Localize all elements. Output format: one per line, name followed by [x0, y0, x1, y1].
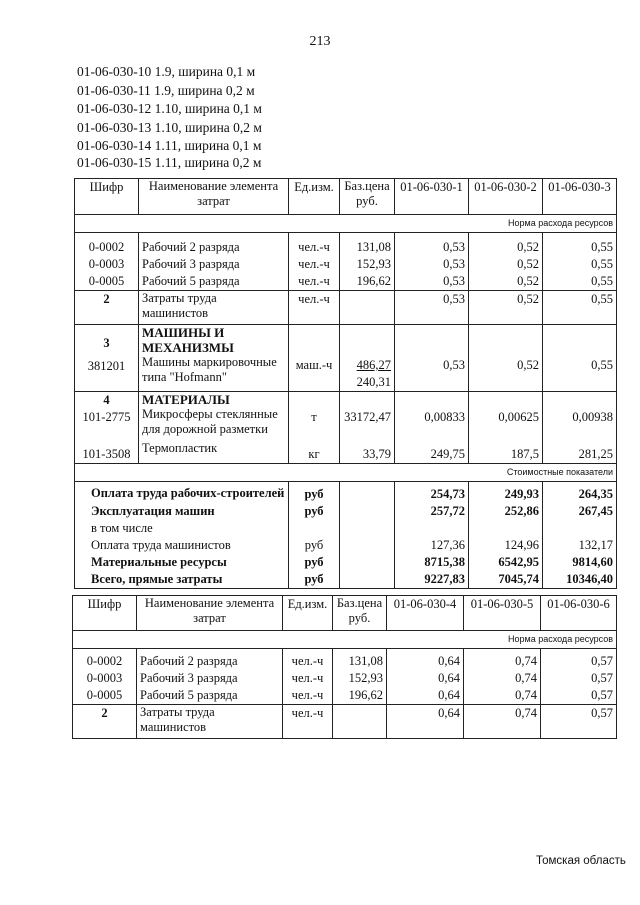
- row-value: 0,00938: [572, 410, 613, 424]
- row-name: Машины маркировочные типа "Hofmann": [142, 355, 277, 384]
- table-row: [73, 687, 617, 705]
- summary-value: 267,45: [543, 503, 617, 520]
- summary-name: Оплата труда рабочих-строителей: [75, 482, 289, 504]
- summary-row: [75, 520, 617, 537]
- row-value: 0,55: [543, 233, 617, 257]
- row-value: 0,74: [464, 670, 541, 687]
- row-price: 33,79: [362, 447, 391, 461]
- table-row: [75, 273, 617, 291]
- code-line: 01-06-030-13 1.10, ширина 0,2 м: [77, 120, 262, 135]
- row-value: 0,64: [387, 670, 464, 687]
- row-value: 0,00625: [498, 410, 539, 424]
- row-price: 131,08: [340, 233, 395, 257]
- row-code: 0-0003: [73, 670, 137, 687]
- row-price-secondary: 240,31: [356, 375, 391, 389]
- summary-value: 264,35: [543, 482, 617, 504]
- header-cell: Ед.изм.: [289, 179, 340, 215]
- row-price: 152,93: [340, 256, 395, 273]
- header-cell: 01-06-030-4: [387, 596, 464, 631]
- header-cell: 01-06-030-3: [543, 179, 617, 215]
- row-name: Рабочий 5 разряда: [137, 687, 283, 705]
- section-number: 3: [103, 336, 110, 350]
- machinist-labor-row: [75, 291, 617, 325]
- row-value: 0,52: [469, 256, 543, 273]
- row-value: 249,75: [430, 447, 465, 461]
- summary-name: Всего, прямые затраты: [75, 571, 289, 589]
- summary-unit: руб: [289, 537, 340, 554]
- summary-value: 9814,60: [543, 554, 617, 571]
- table-row: [75, 233, 617, 257]
- summary-value: 124,96: [469, 537, 543, 554]
- table-row: [73, 670, 617, 687]
- resource-table-2: [72, 595, 617, 739]
- machinist-labor-row: [73, 705, 617, 739]
- row-name: Затраты труда машинистов: [137, 705, 283, 739]
- summary-value: 132,17: [543, 537, 617, 554]
- row-code: 101-2775: [82, 410, 131, 424]
- row-name: Рабочий 3 разряда: [139, 256, 289, 273]
- row-value: 0,55: [543, 291, 617, 325]
- row-unit: чел.-ч: [283, 649, 333, 671]
- row-code: 0-0002: [73, 649, 137, 671]
- row-value: 0,55: [591, 358, 613, 372]
- row-price: [340, 291, 395, 325]
- row-value: 0,53: [395, 273, 469, 291]
- row-value: 0,53: [443, 358, 465, 372]
- row-unit: кг: [308, 447, 320, 461]
- row-name: Рабочий 2 разряда: [139, 233, 289, 257]
- norm-caption: Норма расхода ресурсов: [73, 631, 617, 649]
- summary-value: 254,73: [395, 482, 469, 504]
- row-value: 0,00833: [424, 410, 465, 424]
- summary-value: 252,86: [469, 503, 543, 520]
- row-unit: чел.-ч: [289, 256, 340, 273]
- code-line: 01-06-030-14 1.11, ширина 0,1 м: [77, 138, 262, 153]
- summary-name: Материальные ресурсы: [75, 554, 289, 571]
- row-price: 131,08: [333, 649, 387, 671]
- row-value: 0,53: [395, 256, 469, 273]
- row-code: 2: [73, 705, 137, 739]
- materials-row: [75, 392, 617, 464]
- row-name: Термопластик: [142, 441, 218, 455]
- row-value: 0,57: [541, 670, 617, 687]
- norm-caption: Норма расхода ресурсов: [75, 215, 617, 233]
- row-value: 0,52: [469, 291, 543, 325]
- header-cell: Шифр: [73, 596, 137, 631]
- row-code: 101-3508: [82, 447, 131, 461]
- row-value: 0,74: [464, 705, 541, 739]
- row-value: 0,53: [395, 233, 469, 257]
- row-value: 0,53: [395, 291, 469, 325]
- row-value: 0,52: [469, 273, 543, 291]
- row-price: 486,27: [356, 358, 391, 372]
- row-unit: чел.-ч: [289, 273, 340, 291]
- region-footer: Томская область: [536, 855, 626, 867]
- row-value: 0,74: [464, 687, 541, 705]
- row-value: 0,52: [469, 233, 543, 257]
- summary-value: 8715,38: [395, 554, 469, 571]
- header-cell: 01-06-030-6: [541, 596, 617, 631]
- row-code: 0-0002: [75, 233, 139, 257]
- summary-row: [75, 571, 617, 589]
- row-value: 0,57: [541, 687, 617, 705]
- code-line: 01-06-030-15 1.11, ширина 0,2 м: [77, 155, 262, 170]
- summary-value: 127,36: [395, 537, 469, 554]
- row-unit: маш.-ч: [295, 358, 333, 372]
- row-unit: т: [311, 410, 317, 424]
- section-title: МАШИНЫ И МЕХАНИЗМЫ: [142, 325, 234, 355]
- row-price: 196,62: [333, 687, 387, 705]
- code-line: 01-06-030-10 1.9, ширина 0,1 м: [77, 64, 256, 79]
- row-unit: чел.-ч: [289, 291, 340, 325]
- row-price: 33172,47: [344, 410, 391, 424]
- summary-value: 9227,83: [395, 571, 469, 589]
- row-name: Рабочий 3 разряда: [137, 670, 283, 687]
- table-header-row: [73, 596, 617, 631]
- header-cell: 01-06-030-1: [395, 179, 469, 215]
- row-code: 0-0003: [75, 256, 139, 273]
- section-number: 4: [103, 393, 110, 407]
- summary-value: 6542,95: [469, 554, 543, 571]
- header-cell: 01-06-030-5: [464, 596, 541, 631]
- header-cell: Баз.цена руб.: [333, 596, 387, 631]
- row-price: [333, 705, 387, 739]
- row-value: 0,52: [517, 358, 539, 372]
- summary-unit: руб: [289, 503, 340, 520]
- table-row: [73, 649, 617, 671]
- summary-unit: руб: [289, 571, 340, 589]
- summary-unit: руб: [289, 482, 340, 504]
- row-value: 0,64: [387, 687, 464, 705]
- summary-value: 10346,40: [543, 571, 617, 589]
- page-number: 213: [309, 34, 331, 49]
- code-line: 01-06-030-12 1.10, ширина 0,1 м: [77, 101, 262, 116]
- norm-caption-row: [73, 631, 617, 649]
- summary-row: [75, 482, 617, 504]
- row-value: 0,64: [387, 705, 464, 739]
- summary-value: 257,72: [395, 503, 469, 520]
- row-code: 0-0005: [75, 273, 139, 291]
- summary-name: Эксплуатация машин: [75, 503, 289, 520]
- row-value: 281,25: [578, 447, 613, 461]
- header-cell: Баз.цена руб.: [340, 179, 395, 215]
- row-value: 0,55: [543, 256, 617, 273]
- row-unit: чел.-ч: [283, 670, 333, 687]
- summary-row: [75, 503, 617, 520]
- row-name: Затраты труда машинистов: [139, 291, 289, 325]
- table-row: [75, 256, 617, 273]
- header-cell: Наименование элемента затрат: [139, 179, 289, 215]
- row-price: 152,93: [333, 670, 387, 687]
- table-header-row: [75, 179, 617, 215]
- row-unit: чел.-ч: [289, 233, 340, 257]
- cost-caption-row: [75, 464, 617, 482]
- header-cell: Ед.изм.: [283, 596, 333, 631]
- summary-row: [75, 537, 617, 554]
- row-code: 0-0005: [73, 687, 137, 705]
- header-cell: 01-06-030-2: [469, 179, 543, 215]
- header-cell: Шифр: [75, 179, 139, 215]
- machines-row: [75, 325, 617, 392]
- row-value: 187,5: [510, 447, 539, 461]
- row-value: 0,74: [464, 649, 541, 671]
- row-name: Микросферы стеклянные для дорожной разметки: [142, 407, 278, 436]
- row-value: 0,57: [541, 705, 617, 739]
- resource-table-1: [74, 178, 617, 589]
- row-name: Рабочий 2 разряда: [137, 649, 283, 671]
- summary-value: 7045,74: [469, 571, 543, 589]
- row-name: Рабочий 5 разряда: [139, 273, 289, 291]
- row-unit: чел.-ч: [283, 705, 333, 739]
- summary-name: в том числе: [75, 520, 289, 537]
- summary-name: Оплата труда машинистов: [75, 537, 289, 554]
- row-value: 0,57: [541, 649, 617, 671]
- summary-value: 249,93: [469, 482, 543, 504]
- row-code: 2: [75, 291, 139, 325]
- cost-caption: Стоимостные показатели: [75, 464, 617, 482]
- row-value: 0,55: [543, 273, 617, 291]
- code-line: 01-06-030-11 1.9, ширина 0,2 м: [77, 83, 255, 98]
- row-code: 381201: [87, 359, 126, 373]
- row-unit: чел.-ч: [283, 687, 333, 705]
- summary-row: [75, 554, 617, 571]
- row-price: 196,62: [340, 273, 395, 291]
- summary-unit: руб: [289, 554, 340, 571]
- row-value: 0,64: [387, 649, 464, 671]
- header-cell: Наименование элемента затрат: [137, 596, 283, 631]
- norm-caption-row: [75, 215, 617, 233]
- section-title: МАТЕРИАЛЫ: [142, 392, 230, 407]
